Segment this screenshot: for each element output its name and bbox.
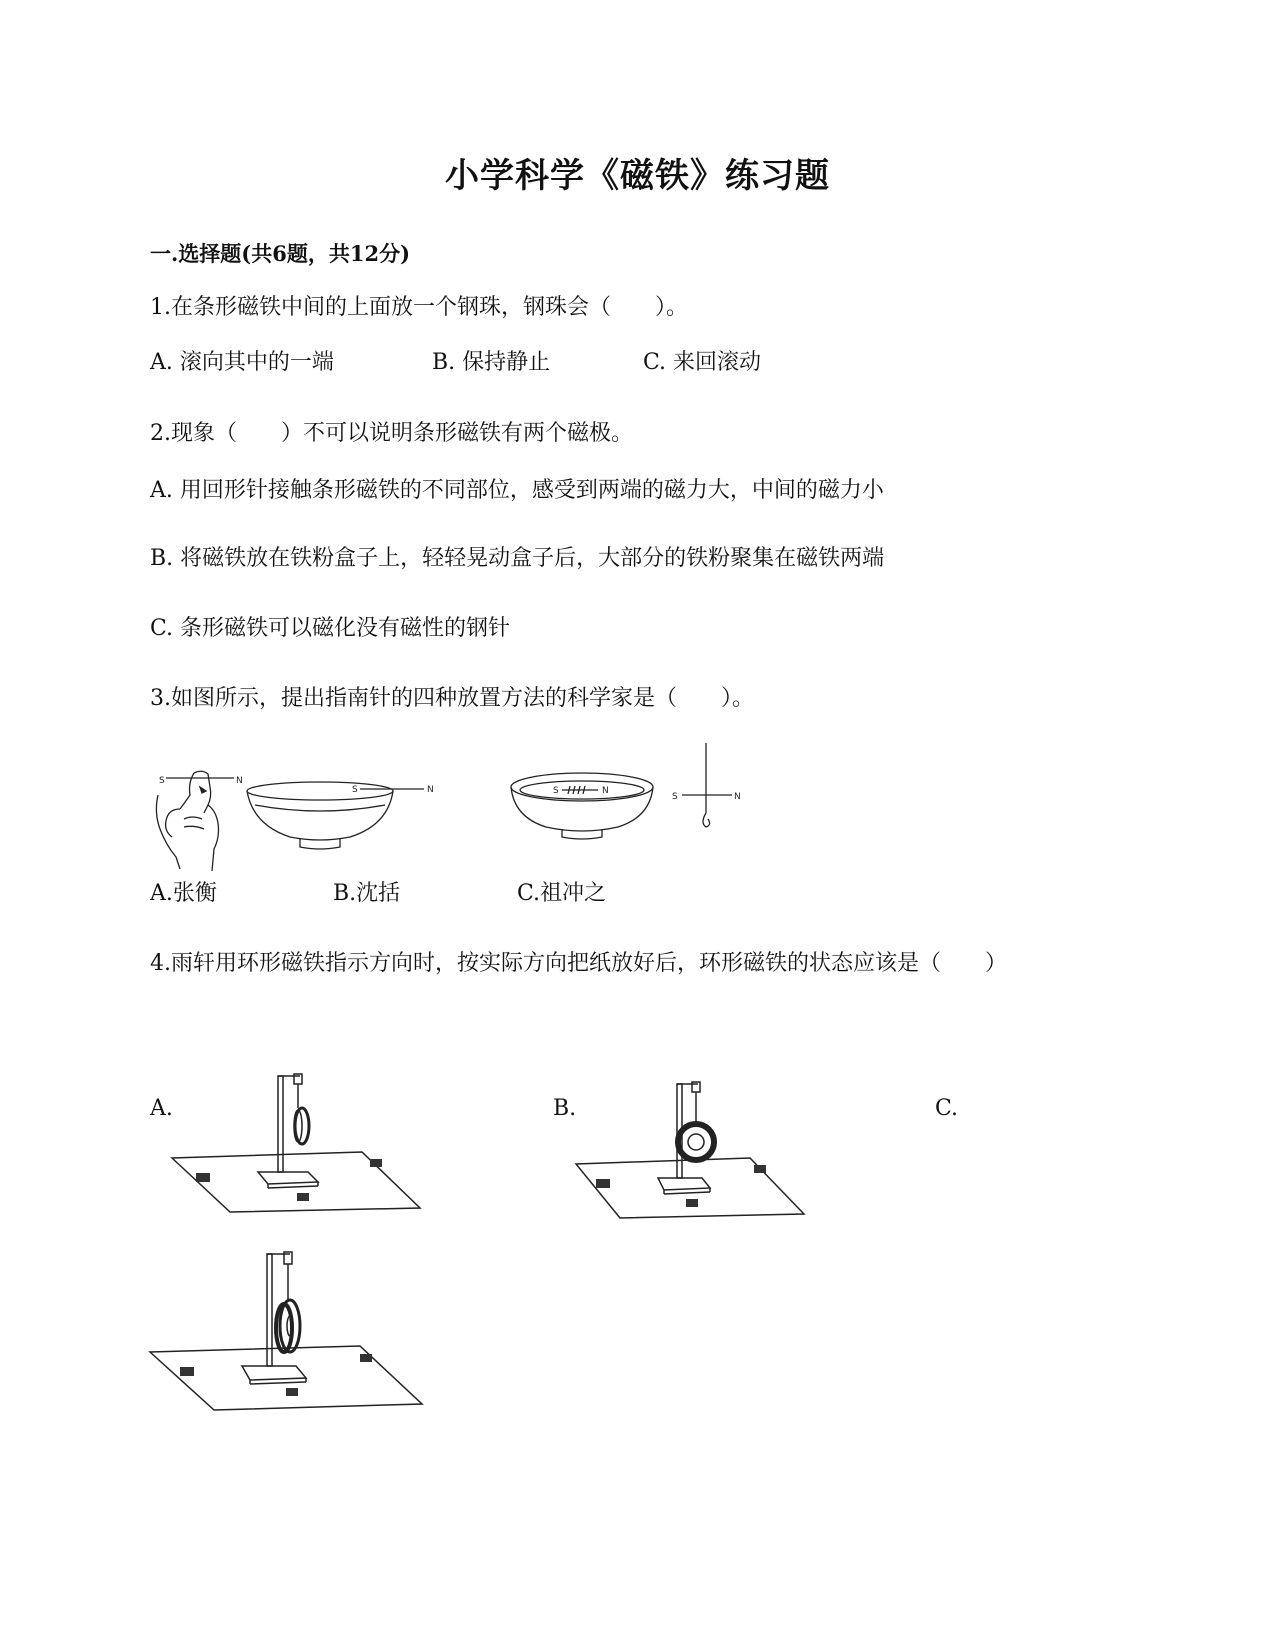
direction-mark-west [180, 1367, 194, 1376]
question-2-option-c: C. 条形磁铁可以磁化没有磁性的钢针 [150, 616, 511, 641]
s-pole-label-3: S [553, 786, 559, 796]
question-2-stem: 2.现象（ ）不可以说明条形磁铁有两个磁极。 [150, 421, 633, 446]
bowl-rim-compass-illustration [247, 782, 424, 849]
question-4-stem: 4.雨轩用环形磁铁指示方向时，按实际方向把纸放好后，环形磁铁的状态应该是（ ） [150, 951, 1007, 976]
question-1-stem: 1.在条形磁铁中间的上面放一个钢珠，钢珠会（ ）。 [150, 295, 688, 320]
n-pole-label-1: N [236, 776, 243, 786]
direction-mark-south [297, 1193, 309, 1201]
question-1-option-c: C. 来回滚动 [643, 350, 762, 375]
question-3-option-a: A.张衡 [150, 881, 217, 906]
direction-mark-east [360, 1354, 372, 1362]
question-2-option-a: A. 用回形针接触条形磁铁的不同部位，感受到两端的磁力大，中间的磁力小 [150, 478, 884, 503]
ring-magnet-option-b-figure [572, 1086, 812, 1226]
direction-mark-east [370, 1159, 382, 1167]
ring-magnet-option-a-figure [168, 1080, 428, 1215]
ring-magnet-option-c-figure [150, 1260, 430, 1420]
question-4-option-c: C. [935, 1096, 959, 1121]
direction-mark-south [686, 1199, 698, 1207]
n-pole-label-2: N [427, 785, 434, 795]
question-4-option-a: A. [150, 1096, 173, 1121]
direction-mark-west [596, 1179, 610, 1188]
section-heading: 一.选择题(共6题，共12分) [150, 241, 411, 266]
question-2-option-b: B. 将磁铁放在铁粉盒子上，轻轻晃动盒子后，大部分的铁粉聚集在磁铁两端 [150, 546, 885, 571]
s-pole-label-1: S [159, 776, 165, 786]
water-bowl-compass-illustration [511, 773, 653, 839]
page-title: 小学科学《磁铁》练习题 [445, 156, 830, 196]
direction-mark-south [286, 1388, 298, 1396]
s-pole-label-4: S [672, 792, 678, 802]
silk-thread-compass-illustration [682, 743, 732, 827]
compass-placement-figure [150, 765, 790, 880]
fingernail-compass-illustration [156, 771, 234, 871]
direction-mark-east [754, 1165, 766, 1173]
n-pole-label-3: N [602, 786, 609, 796]
direction-mark-west [196, 1173, 210, 1182]
question-3-option-b: B.沈括 [333, 881, 401, 906]
s-pole-label-2: S [352, 785, 358, 795]
question-3-option-c: C.祖冲之 [517, 881, 607, 906]
question-1-option-b: B. 保持静止 [432, 350, 551, 375]
question-1-option-a: A. 滚向其中的一端 [150, 350, 334, 375]
n-pole-label-4: N [734, 792, 741, 802]
question-3-stem: 3.如图所示，提出指南针的四种放置方法的科学家是（ ）。 [150, 686, 754, 711]
question-4-option-b: B. [553, 1096, 577, 1121]
